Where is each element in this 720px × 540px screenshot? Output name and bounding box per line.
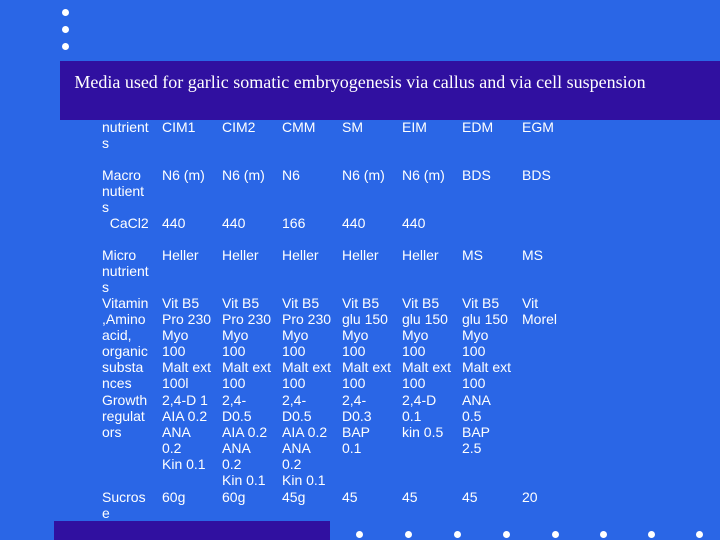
row-label: Vitamin ,Amino acid, organic substa nces [102, 295, 149, 391]
table-cell: N6 (m) [162, 167, 205, 183]
row-label: CaCl2 [102, 215, 149, 231]
slide-title: Media used for garlic somatic embryogenesis via callus and via cell suspension [74, 72, 646, 92]
table-cell: Vit B5 Pro 230 Myo 100 Malt ext 100l [162, 295, 212, 391]
table-cell: 45 [342, 489, 358, 505]
table-cell: 440 [222, 215, 246, 231]
table-cell: Vit B5 Pro 230 Myo 100 Malt ext 100 [282, 295, 332, 391]
table-row [100, 489, 580, 523]
table-cell: ANA 0.5 BAP 2.5 [462, 392, 491, 456]
dot-icon [62, 26, 69, 33]
table-cell: Vit B5 Pro 230 Myo 100 Malt ext 100 [222, 295, 272, 391]
dot-icon [696, 531, 703, 538]
table-cell: BDS [522, 167, 551, 183]
table-cell: Vit B5 glu 150 Myo 100 Malt ext 100 [462, 295, 512, 391]
table-cell: 2,4- D0.3 BAP 0.1 [342, 392, 372, 456]
row-label: Micro nutrient s [102, 247, 149, 295]
table-row [100, 392, 580, 489]
table-header-row [100, 119, 580, 167]
table-cell: 440 [402, 215, 426, 231]
dot-icon [600, 531, 607, 538]
header-cell: CIM2 [222, 119, 256, 135]
table-cell: N6 (m) [342, 167, 385, 183]
table-cell: 440 [162, 215, 186, 231]
table-cell: 2,4-D 1 AIA 0.2 ANA 0.2 Kin 0.1 [162, 392, 208, 472]
table-cell: 2,4-D 0.1 kin 0.5 [402, 392, 444, 440]
table-row [100, 215, 580, 247]
table-row [100, 295, 580, 392]
table-cell: Heller [402, 247, 439, 263]
table-cell: MS [522, 247, 543, 263]
header-cell: EDM [462, 119, 494, 135]
header-cell: EGM [522, 119, 554, 135]
table-cell: Heller [222, 247, 259, 263]
dot-icon [62, 9, 69, 16]
table-cell: 60g [222, 489, 246, 505]
dot-icon [62, 43, 69, 50]
dot-icon [552, 531, 559, 538]
dot-icon [405, 531, 412, 538]
table-cell: 440 [342, 215, 366, 231]
table-row [100, 167, 580, 215]
table-cell: MS [462, 247, 483, 263]
table-cell: Heller [282, 247, 319, 263]
row-label: Macro nutient s [102, 167, 145, 215]
table-cell: 166 [282, 215, 306, 231]
header-cell: EIM [402, 119, 427, 135]
header-cell: CIM1 [162, 119, 196, 135]
table-cell: 60g [162, 489, 186, 505]
table-cell: Heller [162, 247, 199, 263]
table-cell: BDS [462, 167, 491, 183]
dot-icon [503, 531, 510, 538]
table-cell: 20 [522, 489, 538, 505]
table-cell: 45 [462, 489, 478, 505]
header-cell: SM [342, 119, 363, 135]
row-label: Sucros e [102, 489, 146, 521]
header-cell: nutrient s [102, 119, 149, 151]
dot-icon [356, 531, 363, 538]
table-cell: N6 [282, 167, 300, 183]
table-cell: Vit B5 glu 150 Myo 100 Malt ext 100 [342, 295, 392, 391]
dot-icon [648, 531, 655, 538]
row-label: Growth regulat ors [102, 392, 148, 440]
table-cell: Vit Morel [522, 295, 558, 327]
table-cell: Heller [342, 247, 379, 263]
table-cell: 2,4- D0.5 AIA 0.2 ANA 0.2 Kin 0.1 [222, 392, 268, 488]
table-cell: N6 (m) [402, 167, 445, 183]
table-cell [520, 392, 580, 489]
header-cell: CMM [282, 119, 316, 135]
footer-banner [54, 521, 330, 540]
table-cell: 45 [402, 489, 418, 505]
table-cell: Vit B5 glu 150 Myo 100 Malt ext 100 [402, 295, 452, 391]
table-cell: 45g [282, 489, 306, 505]
dot-icon [454, 531, 461, 538]
media-table [100, 119, 580, 523]
table-row [100, 247, 580, 295]
table-cell [460, 215, 520, 247]
table-cell: N6 (m) [222, 167, 265, 183]
table-cell: 2,4- D0.5 AIA 0.2 ANA 0.2 Kin 0.1 [282, 392, 328, 488]
table-cell [520, 215, 580, 247]
